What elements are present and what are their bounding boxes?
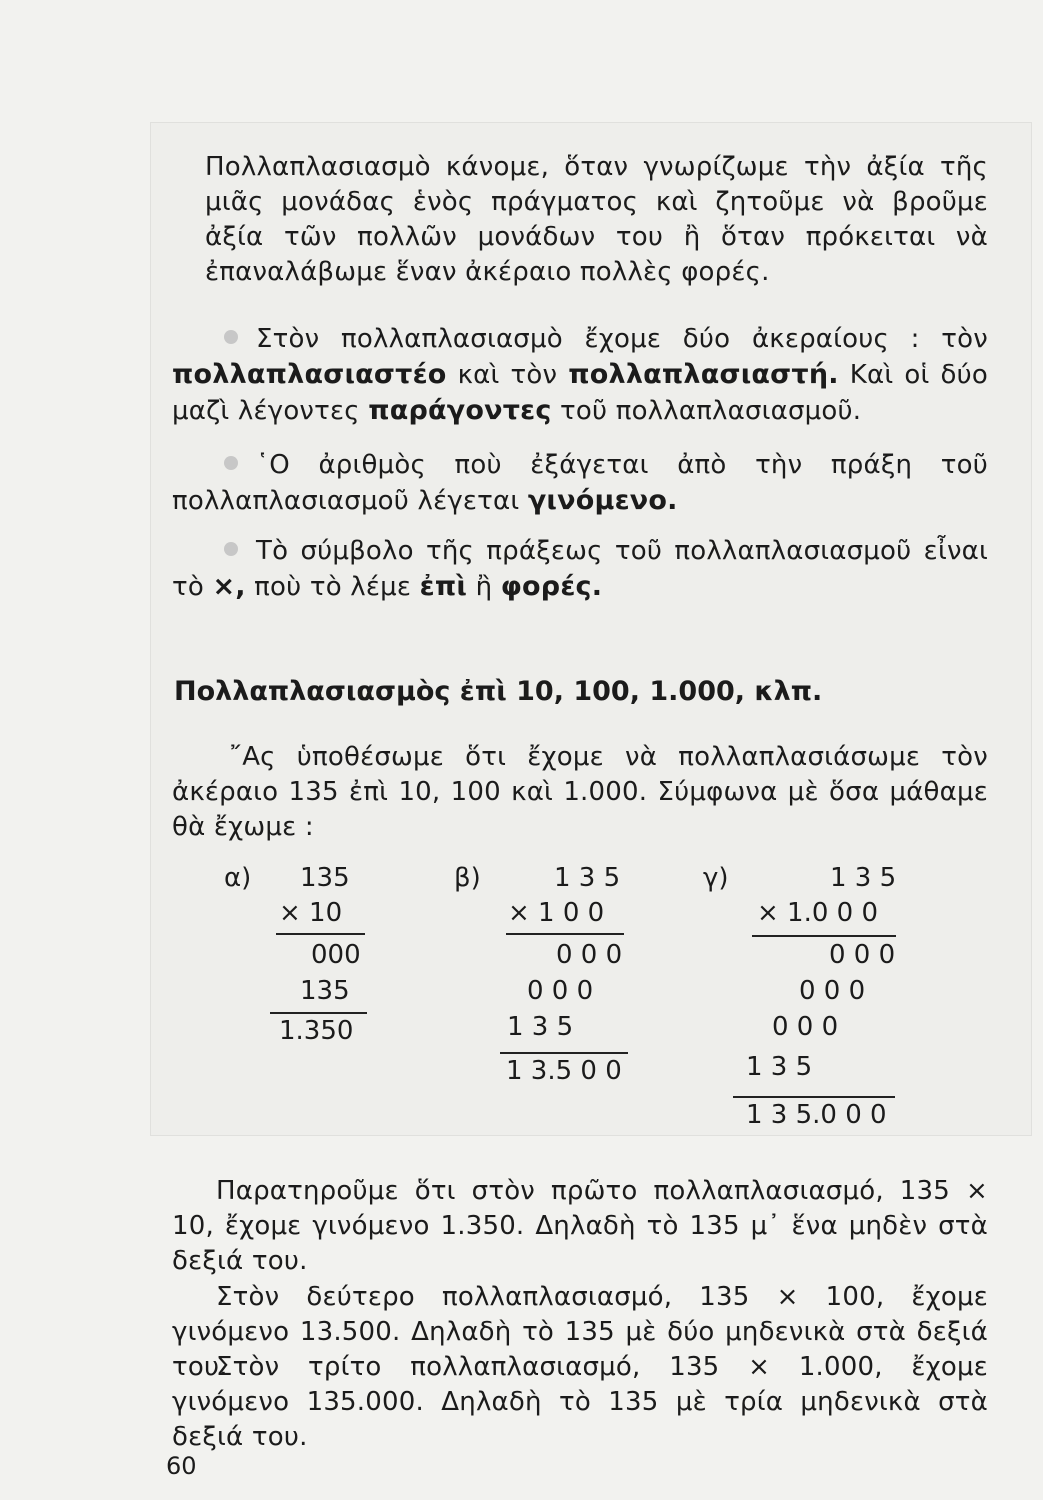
calc-a-partial-2: 135	[300, 976, 350, 1006]
calc-a-multiplier: × 10	[279, 898, 343, 928]
calc-a-multiplicand: 135	[300, 863, 350, 893]
calc-a-result: 1.350	[279, 1016, 354, 1046]
calc-c-partial-1: 0 0 0	[829, 940, 896, 970]
section-heading: Πολλαπλασιασμὸς ἐπὶ 10, 100, 1.000, κλπ.	[174, 676, 823, 707]
calc-b-label: β)	[454, 863, 481, 893]
paragraph-observation-3: Στὸν τρίτο πολλαπλασιασμό, 135 × 1.000, ἔχομε γινόμενο 135.000. Δηλαδὴ τὸ 135 μὲ τρία μηδενικὰ στὰ δεξιά του.	[172, 1352, 988, 1452]
calc-c-rule	[733, 1096, 895, 1098]
calc-c-result: 1 3 5.0 0 0	[746, 1100, 887, 1130]
calc-b-multiplier: × 1 0 0	[508, 898, 605, 928]
calc-b-partial-1: 0 0 0	[556, 940, 623, 970]
paragraph-definition: Πολλαπλασιασμὸ κάνομε, ὅταν γνωρίζωμε τὴν ἀξία τῆς μιᾶς μονάδας ἑνὸς πράγματος καὶ ζητοῦμε νὰ βροῦμε ἀξία τῶν πολλῶν μονάδων του ἢ ὅταν πρόκειται νὰ ἐπαναλάβωμε ἕναν ἀκέραιο πολλὲς φορές.	[205, 152, 988, 287]
calc-c-rule	[752, 935, 896, 937]
page-number: 60	[166, 1452, 197, 1480]
calc-c-partial-3: 0 0 0	[772, 1012, 839, 1042]
calc-c-multiplier: × 1.0 0 0	[757, 898, 879, 928]
calc-b-rule	[506, 933, 624, 935]
calc-c-partial-4: 1 3 5	[746, 1052, 813, 1082]
paragraph-product: ῾Ο ἀριθμὸς ποὺ ἐξάγεται ἀπὸ τὴν πράξη τοῦ πολλαπλασιασμοῦ λέγεται γινόμενο.	[172, 450, 988, 516]
calc-b-rule	[500, 1052, 628, 1054]
calc-c-label: γ)	[703, 863, 729, 893]
calc-a-label: α)	[224, 863, 252, 893]
calc-c-partial-2: 0 0 0	[799, 976, 866, 1006]
calc-c-multiplicand: 1 3 5	[830, 863, 897, 893]
paragraph-observation-2: Στὸν δεύτερο πολλαπλασιασμό, 135 × 100, ἔχομε γινόμενο 13.500. Δηλαδὴ τὸ 135 μὲ δύο μηδενικὰ στὰ δεξιά του.	[172, 1282, 988, 1382]
paragraph-intro: ῎Ας ὑποθέσωμε ὅτι ἔχομε νὰ πολλαπλασιάσωμε τὸν ἀκέραιο 135 ἐπὶ 10, 100 καὶ 1.000. Σύμφωνα μὲ ὅσα μάθαμε θὰ ἔχωμε :	[172, 742, 988, 842]
paragraph-observation-1: Παρατηροῦμε ὅτι στὸν πρῶτο πολλαπλασιασμό, 135 × 10, ἔχομε γινόμενο 1.350. Δηλαδὴ τὸ 135 μ᾽ ἕνα μηδὲν στὰ δεξιά του.	[172, 1176, 988, 1276]
calc-b-partial-3: 1 3 5	[507, 1012, 574, 1042]
calc-b-result: 1 3.5 0 0	[506, 1056, 622, 1086]
calc-a-partial-1: 000	[311, 940, 361, 970]
paragraph-factors: Στὸν πολλαπλασιασμὸ ἔχομε δύο ἀκεραίους : τὸν πολλαπλασιαστέο καὶ τὸν πολλαπλασιαστή. Καὶ οἱ δύο μαζὶ λέγοντες παράγοντες τοῦ πολλαπλασιασμοῦ.	[172, 324, 988, 426]
calc-a-rule	[276, 933, 365, 935]
calc-a-rule	[270, 1012, 367, 1014]
paragraph-symbol: Τὸ σύμβολο τῆς πράξεως τοῦ πολλαπλασιασμοῦ εἶναι τὸ ×, ποὺ τὸ λέμε ἐπὶ ἢ φορές.	[172, 536, 988, 602]
calc-b-multiplicand: 1 3 5	[554, 863, 621, 893]
calc-b-partial-2: 0 0 0	[527, 976, 594, 1006]
